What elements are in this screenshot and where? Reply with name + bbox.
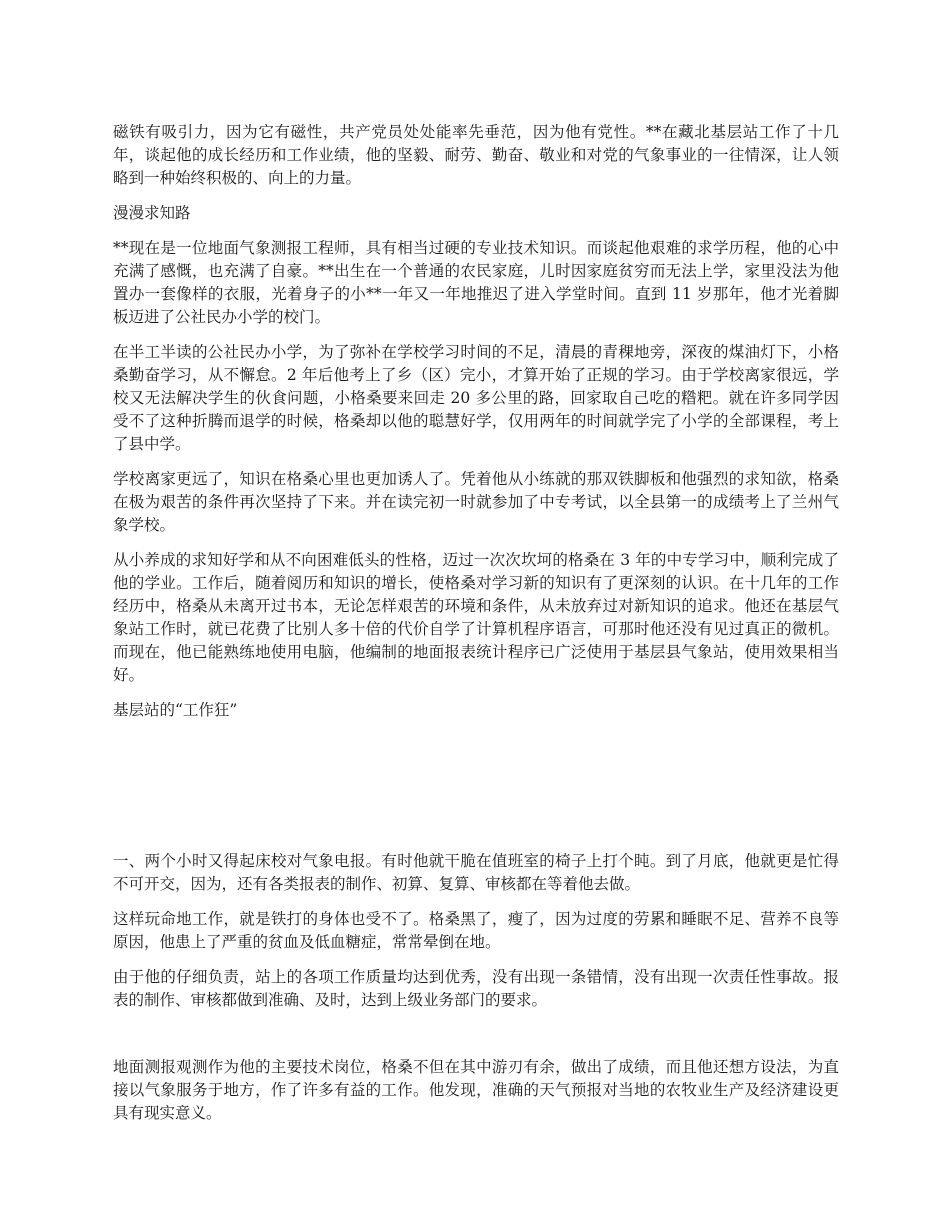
section-heading-learning: 漫漫求知路: [113, 204, 191, 222]
paragraph-intro: 磁铁有吸引力，因为它有磁性，共产党员处处能率先垂范，因为他有党性。**在藏北基层站工作了十几年，谈起他的成长经历和工作业绩，他的坚毅、耐劳、勤奋、敬业和对党的气象事业的一往情深，让人领略到一种始终积极的、向上的力量。: [113, 123, 839, 187]
paragraph-health: 这样玩命地工作，就是铁打的身体也受不了。格桑黑了，瘦了，因为过度的劳累和睡眠不足、营养不良等原因，他患上了严重的贫血及低血糖症，常常晕倒在地。: [113, 910, 839, 951]
paragraph-career-study: 从小养成的求知好学和从不向困难低头的性格，迈过一次次坎坷的格桑在 3 年的中专学习中，顺利完成了他的学业。工作后，随着阅历和知识的增长，使格桑对学习新的知识有了更深刻的认识。在十几年的工作经历中，格桑从未离开过书本，无论怎样艰苦的环境和条件，从未放弃过对新知识的追求。他还在基层气象站工作时，就已花费了比别人多十倍的代价自学了计算机程序语言，可那时他还没有见过真正的微机。而现在，他已能熟练地使用电脑，他编制的地面报表统计程序已广泛使用于基层县气象站，使用效果相当好。: [113, 551, 839, 684]
document-page: [113, 121, 839, 1137]
blank-space: [113, 1024, 839, 1056]
paragraph-middle-school: 学校离家更远了，知识在格桑心里也更加诱人了。凭着他从小练就的那双铁脚板和他强烈的求知欲，格桑在极为艰苦的条件再次坚持了下来。并在读完初一时就参加了中专考试，以全县第一的成绩考上了兰州气象学校。: [113, 470, 839, 534]
section-heading-workaholic: 基层站的“工作狂”: [113, 701, 238, 719]
paragraph-background: **现在是一位地面气象测报工程师，具有相当过硬的专业技术知识。而谈起他艰难的求学历程，他的心中充满了感慨，也充满了自豪。**出生在一个普通的农民家庭，儿时因家庭贫穷而无法上学，家里没法为他置办一套像样的衣服，光着身子的小**一年又一年地推迟了进入学堂时间。直到 11 岁那年，他才光着脚板迈进了公社民办小学的校门。: [113, 239, 839, 326]
paragraph-primary-school: 在半工半读的公社民办小学，为了弥补在学校学习时间的不足，清晨的青稞地旁，深夜的煤油灯下，小格桑勤奋学习，从不懈怠。2 年后他考上了乡（区）完小，才算开始了正规的学习。由于学校离家很远，学校又无法解决学生的伙食问题，小格桑要来回走 20 多公里的路，回家取自己吃的糌粑。就在许多同学因受不了这种折腾而退学的时候，格桑却以他的聪慧好学，仅用两年的时间就学完了小学的全部课程，考上了县中学。: [113, 343, 839, 453]
paragraph-quality: 由于他的仔细负责，站上的各项工作质量均达到优秀，没有出现一条错情，没有出现一次责任性事故。报表的制作、审核都做到准确、及时，达到上级业务部门的要求。: [113, 968, 839, 1009]
paragraph-forecast-service: 地面测报观测作为他的主要技术岗位，格桑不但在其中游刃有余，做出了成绩，而且他还想方设法，为直接以气象服务于地方，作了许多有益的工作。他发现，准确的天气预报对当地的农牧业生产及经济建设更具有现实意义。: [113, 1058, 839, 1122]
paragraph-night-shift: 一、两个小时又得起床校对气象电报。有时他就干脆在值班室的椅子上打个盹。到了月底，他就更是忙得不可开交，因为，还有各类报表的制作、初算、复算、审核都在等着他去做。: [113, 852, 839, 893]
blank-space: [113, 734, 839, 850]
